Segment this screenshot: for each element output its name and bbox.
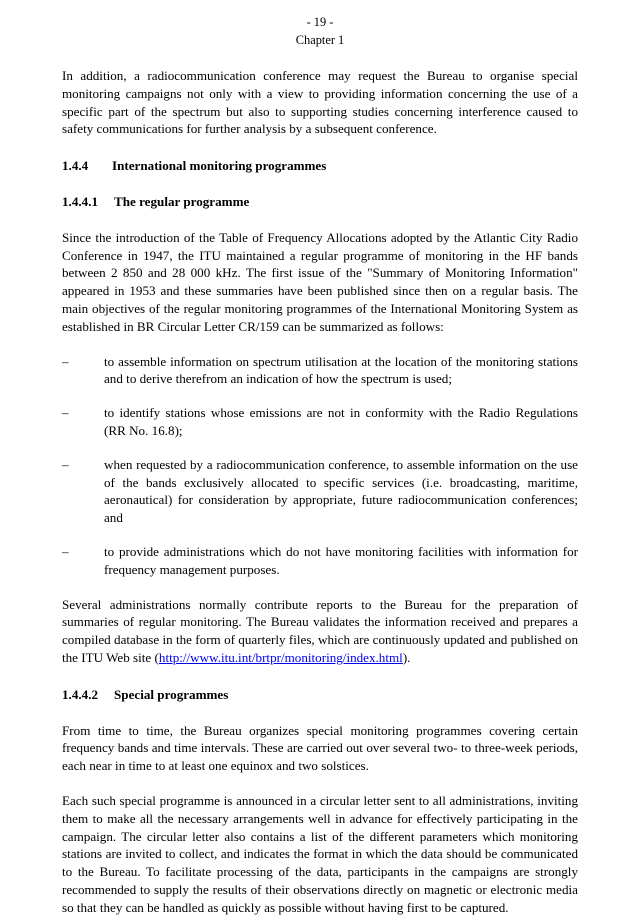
list-item-text: to assemble information on spectrum utilisation at the location of the monitoring stations and to derive therefrom an indication of how the spectrum is used; [104,353,578,387]
list-item-text: when requested by a radiocommunication conference, to assemble information on the use of the bands exclusively allocated to specific services (i.e. broadcasting, maritime, aeronautical) for consideration by appropriate, future radiocommunication conferences; and [104,456,578,526]
list-item [62,404,578,440]
section-title: Special programmes [114,686,229,702]
section-number: 1.4.4.1 [62,193,99,209]
page-number: - 19 - [306,15,334,29]
section-title: International monitoring programmes [112,158,327,174]
list-item-text: to identify stations whose emissions are not in conformity with the Radio Regulations (RR No. 16.8); [104,405,578,438]
summaries-suffix: ). [402,649,411,665]
document-page [62,14,578,916]
list-item-text: to provide administrations which do not have monitoring facilities with information for frequency management purposes. [104,543,578,577]
section-heading-1-4-4-1 [62,193,578,211]
section-heading-1-4-4 [62,157,578,175]
list-dash: – [62,543,69,559]
special-programme-paragraph-2: Each such special programme is announced in a circular letter sent to all administrations, inviting them to make all the necessary arrangements well in advance for effectively participating in the campaign. The circular letter also contains a list of the different parameters which monitoring stations are invited to collect, and indicates the format in which the data should be communicated to the Bureau. To facilitate processing of the data, participants in the campaigns are strongly recommended to supply the results of their observations directly on magnetic or electronic media so that they can be handled as quickly as possible without having first to be captured. [62,792,578,915]
summaries-text: Several administrations normally contribute reports to the Bureau for the preparation of summaries of regular monitoring. The Bureau validates the information received and prepares a compiled database in the form of quarterly files, which are continuously updated and published on the ITU Web site ( [62,596,578,665]
page-header [62,14,578,49]
chapter-label: Chapter 1 [295,32,345,47]
section-number: 1.4.4.2 [62,686,99,702]
section-heading-1-4-4-2 [62,686,578,704]
list-item [62,543,578,579]
section-number: 1.4.4 [62,158,89,174]
monitoring-web-link[interactable]: http://www.itu.int/brtpr/monitoring/index.html [158,649,403,665]
summaries-paragraph [62,596,578,667]
list-dash: – [62,353,69,369]
regular-programme-paragraph: Since the introduction of the Table of Frequency Allocations adopted by the Atlantic City Radio Conference in 1947, the ITU maintained a regular programme of monitoring in the HF bands between 2 850 and 28 000 kHz. The first issue of the "Summary of Monitoring Information" appeared in 1953 and these summaries have been published since then on a regular basis. The main objectives of the regular monitoring programmes of the International Monitoring System as established in BR Circular Letter CR/159 can be summarized as follows: [62,229,578,334]
list-dash: – [62,456,69,472]
list-dash: – [62,405,69,421]
special-programme-paragraph-1: From time to time, the Bureau organizes special monitoring programmes covering certain frequency bands and time intervals. These are carried out over several two- to three-week periods, each near in time to at least one equinox and two solstices. [62,722,578,774]
intro-paragraph: In addition, a radiocommunication conference may request the Bureau to organise special monitoring campaigns not only with a view to providing information concerning the use of a specific part of the spectrum but also to supporting studies concerning interference caused to safety communications for further analysis by a subsequent conference. [62,68,578,137]
section-title: The regular programme [114,193,250,209]
list-item [62,353,578,389]
list-item [62,456,578,527]
